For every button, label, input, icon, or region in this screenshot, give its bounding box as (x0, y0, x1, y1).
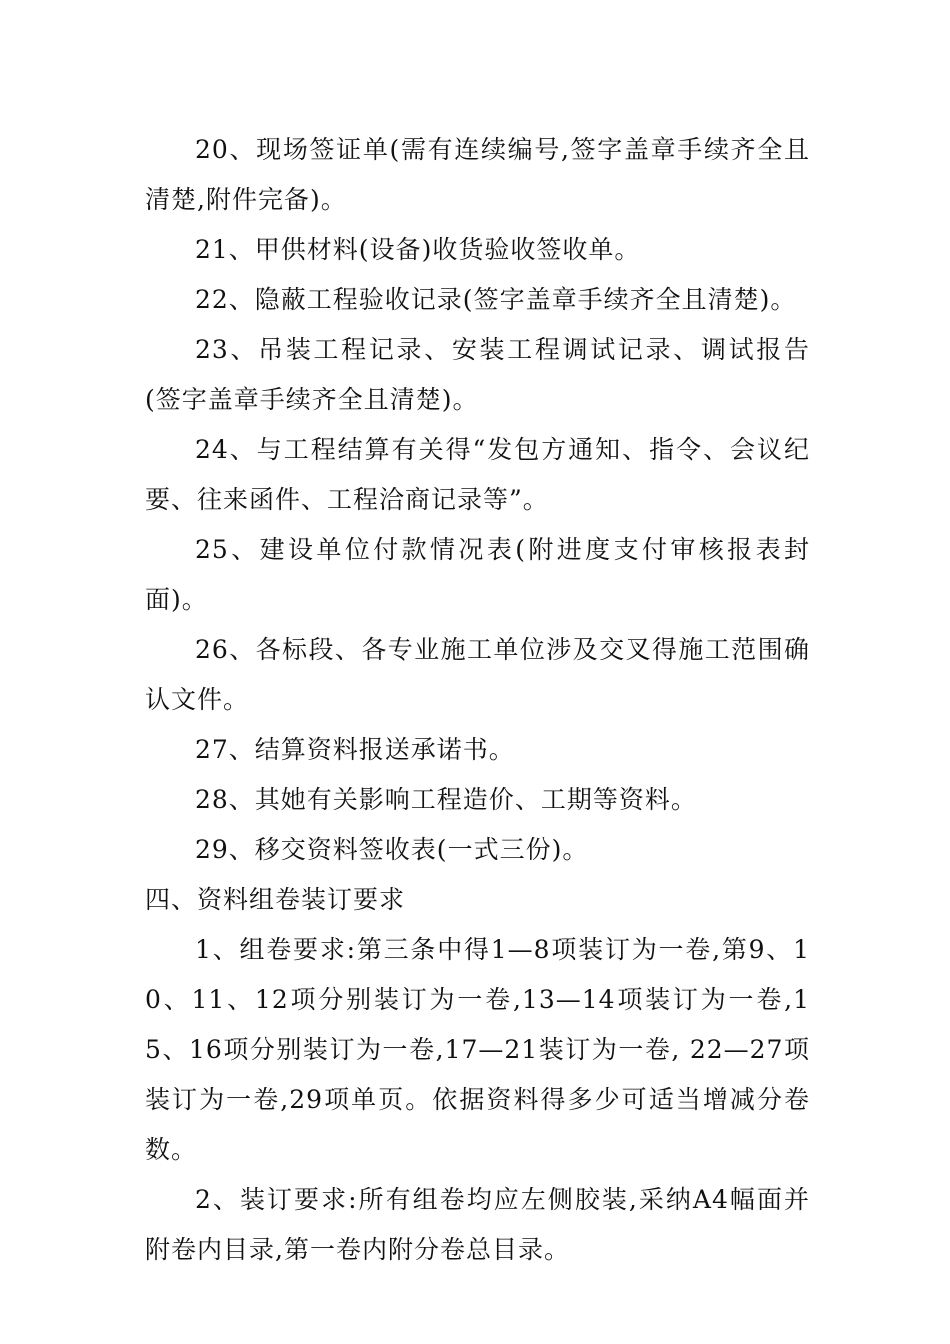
list-item: 21、甲供材料(设备)收货验收签收单。 (195, 235, 641, 264)
requirement-paragraph: 1、组卷要求:第三条中得1—8项装订为一卷,第9、10、11、12项分别装订为一卷,13—14项装订为一卷,15、16项分别装订为一卷,17—21装订为一卷, 22—27项装订为一卷,29项单页。依据资料得多少可适当增减分卷数。 (145, 935, 810, 1164)
list-item: 22、隐蔽工程验收记录(签字盖章手续齐全且清楚)。 (195, 285, 797, 314)
list-item: 20、现场签证单(需有连续编号,签字盖章手续齐全且清楚,附件完备)。 (145, 135, 810, 214)
requirement-paragraph: 2、装订要求:所有组卷均应左侧胶装,采纳A4幅面并附卷内目录,第一卷内附分卷总目录。 (145, 1185, 810, 1264)
list-item: 29、移交资料签收表(一式三份)。 (195, 835, 589, 864)
list-item: 24、与工程结算有关得“发包方通知、指令、会议纪要、往来函件、工程洽商记录等”。 (145, 435, 810, 514)
list-item: 27、结算资料报送承诺书。 (195, 735, 515, 764)
list-item: 23、吊装工程记录、安装工程调试记录、调试报告(签字盖章手续齐全且清楚)。 (145, 335, 810, 414)
list-item: 26、各标段、各专业施工单位涉及交叉得施工范围确认文件。 (145, 635, 810, 714)
document-body (145, 125, 810, 1275)
list-item: 28、其她有关影响工程造价、工期等资料。 (195, 785, 697, 814)
list-item: 25、建设单位付款情况表(附进度支付审核报表封面)。 (145, 535, 810, 614)
section-heading: 四、资料组卷装订要求 (145, 885, 406, 914)
